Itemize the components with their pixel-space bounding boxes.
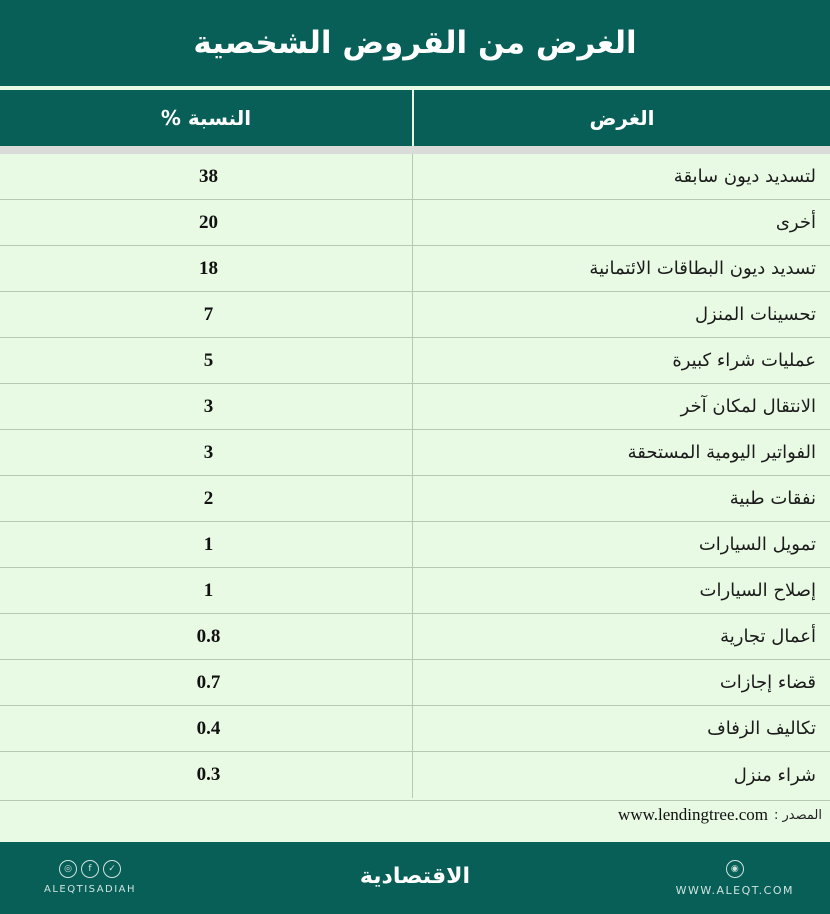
source-url: www.lendingtree.com xyxy=(618,805,769,824)
header-divider xyxy=(0,146,830,154)
table-row xyxy=(0,660,830,706)
table-row xyxy=(0,706,830,752)
purpose-cell: تحسينات المنزل xyxy=(412,292,830,337)
source-label: المصدر : xyxy=(774,808,822,823)
percent-cell: 3 xyxy=(203,441,214,463)
percent-cell: 0.3 xyxy=(196,764,221,785)
purpose-cell: أعمال تجارية xyxy=(412,614,830,659)
percent-cell: 3 xyxy=(203,395,214,417)
table-row xyxy=(0,752,830,798)
percent-cell: 0.4 xyxy=(196,717,221,739)
percent-cell: 1 xyxy=(203,579,214,601)
table-row xyxy=(0,522,830,568)
percent-cell: 2 xyxy=(203,487,214,509)
percent-cell: 18 xyxy=(199,257,218,279)
table-row xyxy=(0,614,830,660)
table-row xyxy=(0,568,830,614)
purpose-cell: شراء منزل xyxy=(412,752,830,798)
purpose-cell: قضاء إجازات xyxy=(412,660,830,705)
title-bar xyxy=(0,0,830,88)
purpose-cell: الانتقال لمكان آخر xyxy=(412,384,830,429)
column-header-purpose: الغرض xyxy=(412,90,830,146)
percent-cell: 0.7 xyxy=(196,671,221,693)
footer-brand-logo: الاقتصادية xyxy=(359,864,471,889)
footer-handle: ALEQTISADIAH xyxy=(44,884,137,895)
table-row xyxy=(0,200,830,246)
table-header xyxy=(0,90,830,146)
table-row xyxy=(0,384,830,430)
footer xyxy=(0,842,830,914)
percent-cell: 5 xyxy=(203,349,214,371)
purpose-cell: تسديد ديون البطاقات الائتمانية xyxy=(412,246,830,291)
percent-cell: 7 xyxy=(203,303,214,325)
percent-cell: 0.8 xyxy=(196,625,221,647)
table-body xyxy=(0,154,830,798)
table-row xyxy=(0,430,830,476)
instagram-icon[interactable]: ◎ xyxy=(59,860,77,878)
percent-cell: 1 xyxy=(203,533,214,555)
table-row xyxy=(0,154,830,200)
purpose-cell: تكاليف الزفاف xyxy=(412,706,830,751)
footer-website xyxy=(676,860,794,897)
table-row xyxy=(0,338,830,384)
purpose-cell: لتسديد ديون سابقة xyxy=(412,154,830,199)
purpose-cell: الفواتير اليومية المستحقة xyxy=(412,430,830,475)
table-row xyxy=(0,292,830,338)
page-title: الغرض من القروض الشخصية xyxy=(193,25,637,61)
source-note xyxy=(0,800,830,840)
table-row xyxy=(0,476,830,522)
facebook-icon[interactable]: f xyxy=(81,860,99,878)
twitter-icon[interactable]: ✓ xyxy=(103,860,121,878)
purpose-cell: إصلاح السيارات xyxy=(412,568,830,613)
purpose-cell: أخرى xyxy=(412,200,830,245)
column-header-percent: النسبة % xyxy=(160,106,252,130)
purpose-cell: عمليات شراء كبيرة xyxy=(412,338,830,383)
footer-site-url[interactable]: WWW.ALEQT.COM xyxy=(675,884,794,897)
purpose-cell: تمويل السيارات xyxy=(412,522,830,567)
table-row xyxy=(0,246,830,292)
percent-cell: 38 xyxy=(199,165,218,187)
website-icon-wrap xyxy=(726,860,744,878)
percent-cell: 20 xyxy=(199,211,218,233)
globe-icon: ◉ xyxy=(726,860,744,878)
purpose-cell: نفقات طبية xyxy=(412,476,830,521)
